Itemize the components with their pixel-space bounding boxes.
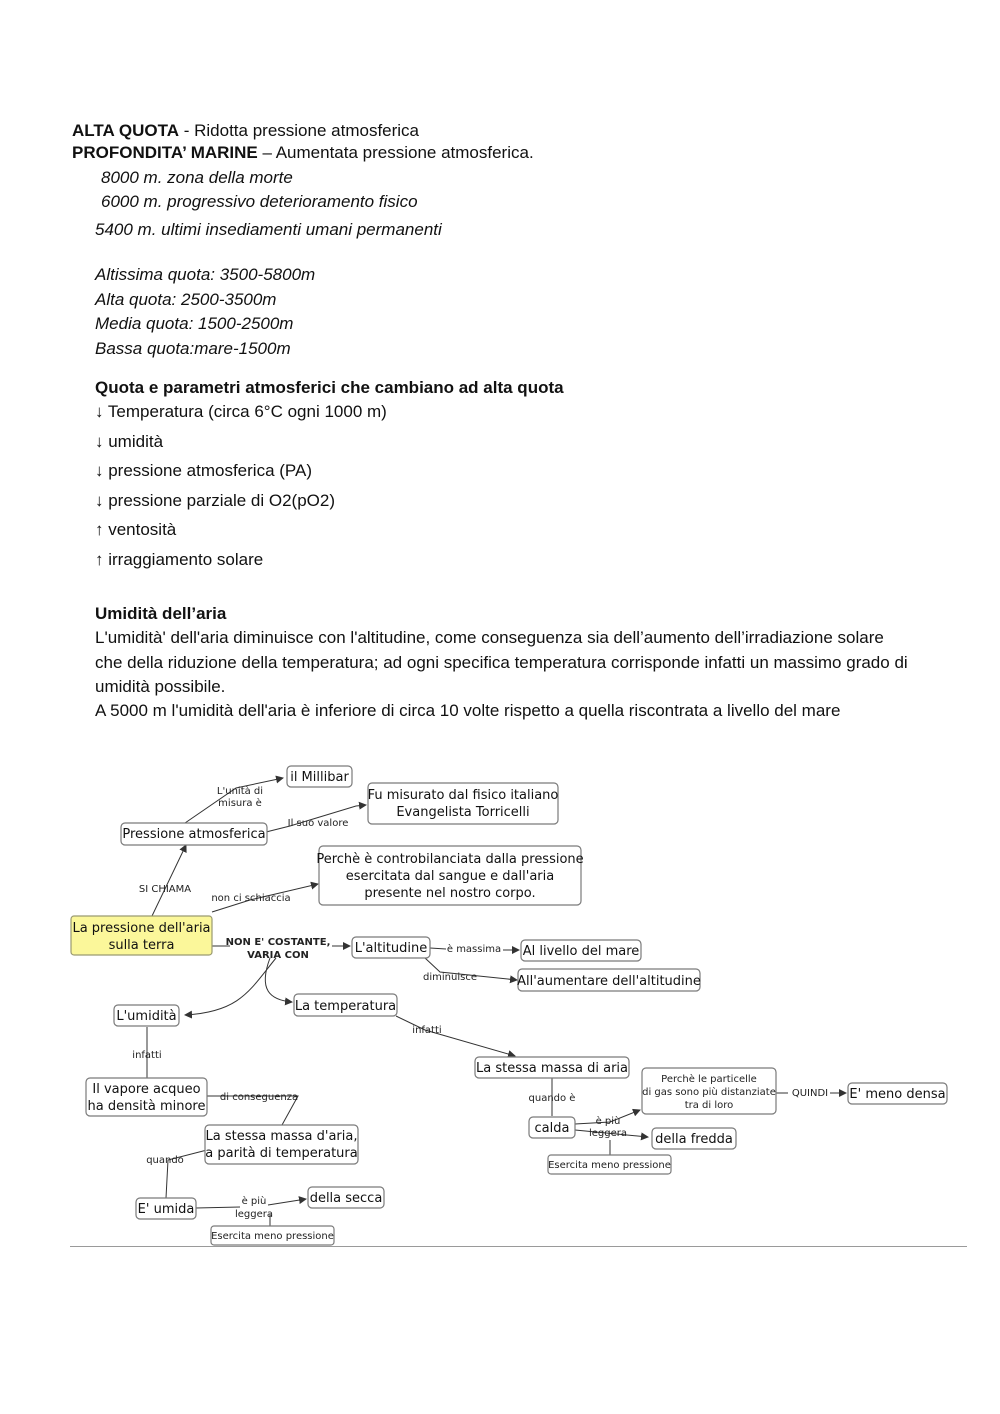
- node-text: tra di loro: [684, 1100, 734, 1111]
- node-stessa-massa: [475, 1057, 629, 1078]
- node-main: [71, 916, 212, 955]
- node-perche: [316, 846, 583, 905]
- node-text: Al livello del mare: [522, 944, 640, 959]
- link-label: infatti: [132, 1050, 162, 1061]
- node-secca: [308, 1187, 384, 1208]
- node-altitudine: [352, 937, 430, 958]
- parametro-item: ↓ pressione atmosferica (PA): [95, 461, 312, 480]
- link-label: è più: [595, 1116, 621, 1127]
- node-temperatura: [294, 994, 397, 1016]
- node-aumentare: [517, 969, 701, 991]
- node-esercita-2: [211, 1226, 334, 1245]
- node-text: La stessa massa d'aria,: [205, 1129, 358, 1144]
- parametro-item: ↓ pressione parziale di O2(pO2): [95, 491, 336, 510]
- node-text: Evangelista Torricelli: [396, 805, 530, 820]
- link-label: L'unità di: [216, 786, 264, 797]
- node-fredda: [652, 1128, 736, 1149]
- node-text: a parità di temperatura: [205, 1146, 358, 1161]
- node-text: La temperatura: [294, 999, 397, 1014]
- node-text: Pressione atmosferica: [122, 827, 266, 842]
- link-label: infatti: [412, 1025, 442, 1036]
- node-text: della secca: [309, 1191, 383, 1206]
- umidita-paragraph: L'umidità' dell'aria diminuisce con l'altitudine, come conseguenza sia dell’aumento dell’irradiazione solare che della riduzione della temperatura; ad ogni specifica temperatura corrisponde infatti un massimo grado di umidità possibile.: [95, 628, 908, 696]
- link-label: quando: [146, 1155, 184, 1166]
- link-label: VARIA CON: [247, 950, 309, 961]
- divider: [70, 1246, 967, 1247]
- link-label: leggera: [588, 1128, 628, 1139]
- altitude-item: 8000 m. zona della morte: [101, 168, 293, 187]
- node-stessa-massa-parita: [205, 1125, 358, 1164]
- node-torricelli: [368, 783, 559, 824]
- umidita-title: Umidità dell’aria: [95, 604, 227, 623]
- node-text: Perchè le particelle: [661, 1074, 757, 1085]
- parametro-item: ↑ irraggiamento solare: [95, 550, 264, 569]
- link-label: è massima: [446, 944, 502, 955]
- node-text: Il vapore acqueo: [92, 1082, 201, 1097]
- link-label: diminuisce: [423, 972, 477, 983]
- quota-item: Bassa quota:mare-1500m: [95, 339, 291, 358]
- node-text: di gas sono più distanziate: [642, 1087, 776, 1098]
- quota-item: Media quota: 1500-2500m: [95, 314, 294, 333]
- node-text: La pressione dell'aria: [72, 921, 211, 936]
- parametro-item: ↓ umidità: [95, 432, 164, 451]
- link-label: leggera: [234, 1209, 274, 1220]
- node-text: esercitata dal sangue e dall'aria: [345, 869, 555, 884]
- node-text: E' umida: [137, 1202, 195, 1217]
- node-calda: [529, 1117, 575, 1138]
- node-text: della fredda: [655, 1132, 733, 1147]
- node-text: il Millibar: [290, 770, 349, 785]
- node-esercita-1: [548, 1155, 671, 1174]
- node-meno-densa: [848, 1083, 947, 1104]
- node-text: presente nel nostro corpo.: [364, 886, 536, 901]
- edge-line: [396, 1016, 515, 1056]
- altitude-item: 5400 m. ultimi insediamenti umani permanenti: [95, 220, 442, 239]
- node-text: Perchè è controbilanciata dalla pressione: [316, 852, 584, 867]
- node-text: ha densità minore: [87, 1099, 206, 1114]
- link-label: Il suo valore: [287, 818, 349, 829]
- edge-line: [196, 1207, 240, 1208]
- link-label: è più: [241, 1196, 267, 1207]
- node-text: L'altitudine: [354, 941, 428, 956]
- node-millibar: [287, 766, 352, 787]
- edge-line: [185, 958, 276, 1015]
- node-text: Esercita meno pressione: [548, 1160, 671, 1171]
- parametro-item: ↑ ventosità: [95, 520, 177, 539]
- node-pressione: [121, 823, 267, 845]
- alta-quota-label: ALTA QUOTA: [72, 121, 180, 140]
- node-umida: [136, 1198, 196, 1219]
- link-label: misura è: [218, 798, 262, 809]
- altitude-item: 6000 m. progressivo deterioramento fisico: [101, 192, 418, 211]
- parametro-item: ↓ Temperatura (circa 6°C ogni 1000 m): [95, 402, 387, 421]
- alta-quota-text: - Ridotta pressione atmosferica: [179, 121, 420, 140]
- parametri-title: Quota e parametri atmosferici che cambiano ad alta quota: [95, 378, 564, 397]
- link-label: di conseguenza: [219, 1092, 299, 1103]
- node-text: calda: [534, 1121, 570, 1136]
- link-label: QUINDI: [791, 1088, 829, 1099]
- node-text: Esercita meno pressione: [211, 1231, 334, 1242]
- profondita-label: PROFONDITA’ MARINE: [72, 143, 258, 162]
- node-livello-mare: [521, 940, 641, 961]
- edge-line: [268, 1199, 306, 1205]
- umidita-paragraph-2: A 5000 m l'umidità dell'aria è inferiore di circa 10 volte rispetto a quella riscontrata a livello del mare: [95, 701, 841, 720]
- node-vapore: [86, 1078, 207, 1116]
- link-label: SI CHIAMA: [138, 884, 192, 895]
- edge-line: [430, 948, 446, 949]
- node-text: L'umidità: [116, 1009, 177, 1024]
- link-label: quando è: [528, 1093, 576, 1104]
- node-text: All'aumentare dell'altitudine: [517, 974, 701, 989]
- node-particelle: [642, 1068, 776, 1114]
- quota-item: Altissima quota: 3500-5800m: [95, 265, 316, 284]
- node-text: Fu misurato dal fisico italiano: [367, 788, 559, 803]
- link-label: NON E' COSTANTE,: [225, 937, 331, 948]
- link-label: non ci schiaccia: [211, 893, 291, 904]
- edge-line: [152, 845, 186, 916]
- quota-item: Alta quota: 2500-3500m: [95, 290, 277, 309]
- profondita-text: – Aumentata pressione atmosferica.: [257, 143, 534, 162]
- node-umidita: [114, 1005, 179, 1026]
- node-text: E' meno densa: [849, 1087, 946, 1102]
- edge-line: [265, 958, 292, 1002]
- node-text: sulla terra: [108, 938, 175, 953]
- node-text: La stessa massa di aria: [475, 1061, 629, 1076]
